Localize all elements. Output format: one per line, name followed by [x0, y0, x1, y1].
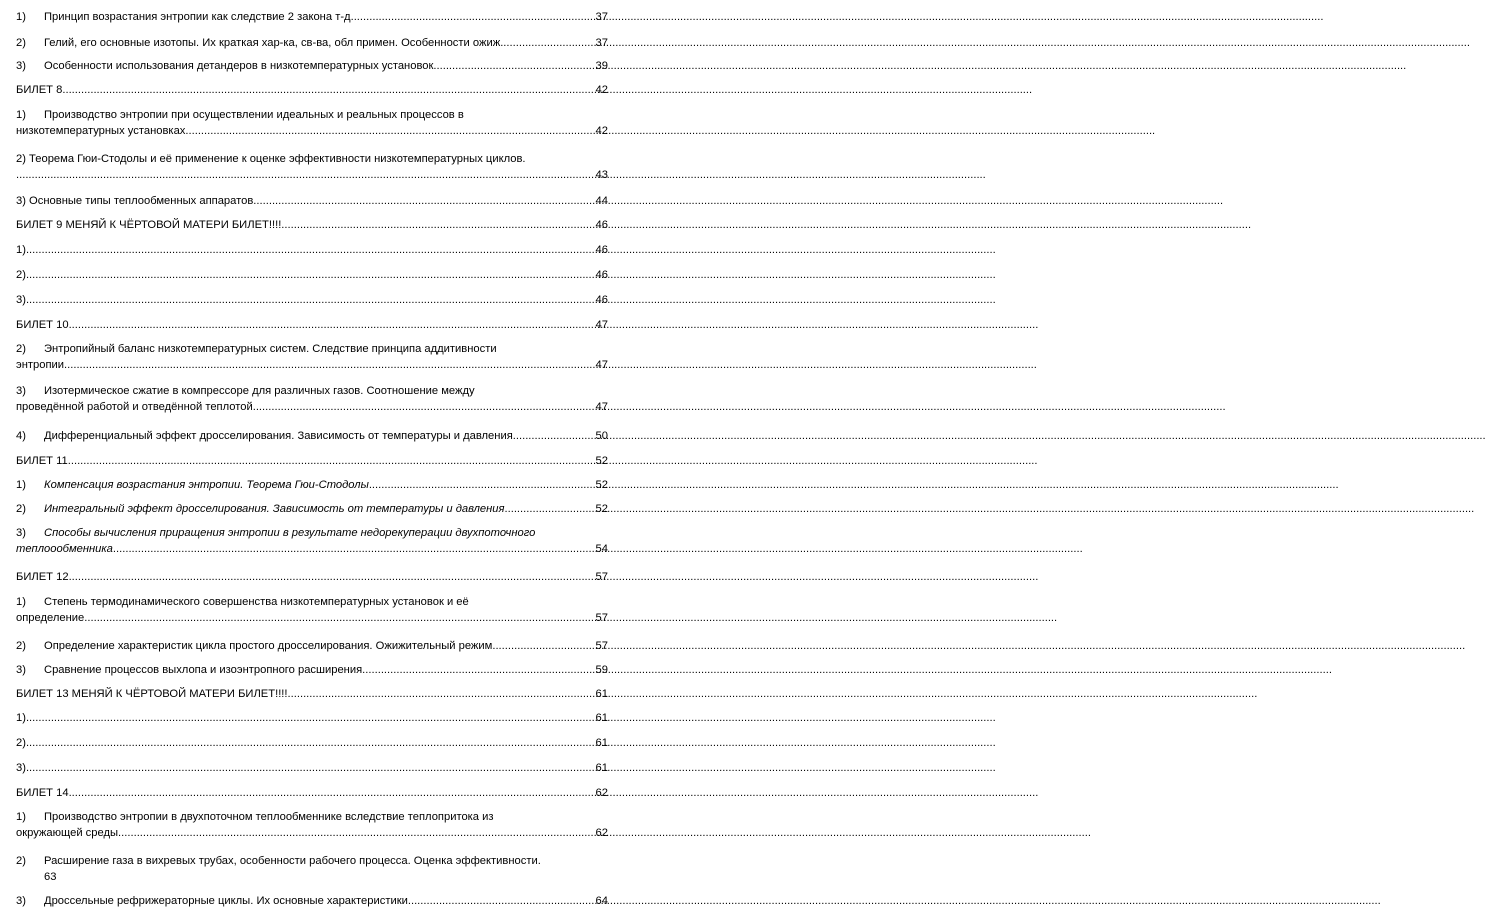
ticket-heading: БИЛЕТ 12	[16, 571, 69, 583]
toc-item-number: 1)	[16, 596, 26, 608]
toc-entry[interactable]	[16, 853, 608, 885]
toc-line	[16, 35, 608, 51]
page-number: 62	[595, 787, 608, 799]
toc-line	[16, 9, 608, 25]
toc-line	[16, 151, 608, 167]
page-number: 59	[595, 664, 608, 676]
toc-entry[interactable]	[16, 267, 608, 283]
toc-item-number: 2)	[16, 640, 26, 652]
toc-item-title: 2)	[16, 737, 26, 749]
dot-leader	[67, 357, 595, 373]
toc-line	[16, 58, 608, 74]
toc-entry[interactable]	[16, 35, 608, 51]
toc-item-title: 3) Основные типы теплообменных аппаратов	[16, 195, 254, 207]
toc-item-title-continued: окружающей среды.	[16, 827, 122, 839]
toc-item-number: 3)	[16, 527, 26, 539]
dot-leader	[288, 686, 596, 702]
toc-line	[16, 242, 608, 258]
page-number: 52	[595, 479, 608, 491]
page-number: 61	[595, 762, 608, 774]
toc-entry[interactable]	[16, 760, 608, 776]
toc-item-title: Расширение газа в вихревых трубах, особенности рабочего процесса. Оценка эффективности.	[44, 855, 541, 867]
toc-item-title: 3)	[16, 762, 26, 774]
toc-item-title: 2) Теорема Гюи-Стодолы и её применение к оценке эффективности низкотемпературных циклов.	[16, 153, 526, 165]
toc-item-title: Энтропийный баланс низкотемпературных систем. Следствие принципа аддитивности	[44, 343, 497, 355]
dot-leader	[26, 760, 596, 776]
page-number: 61	[595, 712, 608, 724]
toc-line	[16, 193, 608, 209]
toc-entry[interactable]	[16, 785, 608, 801]
page-number: 46	[595, 244, 608, 256]
toc-line	[16, 825, 608, 841]
toc-line	[16, 453, 608, 469]
toc-item-title: Производство энтропии в двухпоточном теплообменнике вследствие теплопритока из	[44, 811, 494, 823]
toc-item-title: Гелий, его основные изотопы. Их краткая хар-ка, св-ва, обл примен. Особенности ожиж	[44, 37, 501, 49]
ticket-heading: БИЛЕТ 9 МЕНЯЙ К ЧЁРТОВОЙ МАТЕРИ БИЛЕТ!!!!	[16, 219, 282, 231]
toc-item-title: Степень термодинамического совершенства низкотемпературных установок и её	[44, 596, 469, 608]
table-of-contents	[0, 0, 630, 919]
toc-item-number: 3)	[16, 60, 26, 72]
dot-leader	[62, 82, 595, 98]
toc-entry[interactable]	[16, 662, 608, 678]
dot-leader	[16, 167, 596, 183]
toc-line	[16, 569, 608, 585]
toc-item-title: Принцип возрастания энтропии как следствие 2 закона т-д.	[44, 11, 354, 23]
toc-entry[interactable]	[16, 58, 608, 74]
toc-line	[16, 594, 608, 610]
toc-entry[interactable]	[16, 383, 608, 415]
toc-line	[16, 525, 608, 541]
toc-item-number: 3)	[16, 895, 26, 907]
dot-leader	[121, 825, 595, 841]
toc-entry[interactable]	[16, 809, 608, 841]
page-number: 62	[595, 827, 608, 839]
toc-line	[16, 638, 608, 654]
dot-leader	[516, 428, 596, 444]
dot-leader	[68, 453, 596, 469]
toc-item-number: 2)	[16, 503, 26, 515]
toc-entry[interactable]	[16, 217, 608, 233]
toc-line	[16, 869, 608, 885]
dot-leader	[500, 35, 595, 51]
toc-line	[16, 686, 608, 702]
toc-line	[16, 123, 608, 139]
dot-leader	[185, 123, 595, 139]
page-number: 46	[595, 219, 608, 231]
toc-entry[interactable]	[16, 151, 608, 183]
toc-line	[16, 501, 608, 517]
dot-leader	[437, 58, 596, 74]
ticket-heading: БИЛЕТ 14	[16, 787, 69, 799]
toc-item-number: 3)	[16, 664, 26, 676]
dot-leader	[26, 242, 596, 258]
toc-line	[16, 317, 608, 333]
toc-item-title: Интегральный эффект дросселирования. Зависимость от температуры и давления	[44, 503, 505, 515]
page-number: 37	[595, 11, 608, 23]
toc-entry[interactable]	[16, 428, 608, 444]
page-number: 61	[595, 737, 608, 749]
toc-entry[interactable]	[16, 317, 608, 333]
toc-line	[16, 785, 608, 801]
toc-entry[interactable]	[16, 525, 608, 557]
toc-line	[16, 610, 608, 626]
toc-item-title: 1)	[16, 244, 26, 256]
toc-item-title-continued: теплоообменника	[16, 543, 113, 555]
toc-line	[16, 357, 608, 373]
toc-item-title: Способы вычисления приращения энтропии в результате недорекуперации двухпоточного	[44, 527, 536, 539]
toc-entry[interactable]	[16, 341, 608, 373]
toc-line	[16, 477, 608, 493]
toc-line	[16, 662, 608, 678]
toc-line	[16, 292, 608, 308]
toc-item-title-continued: определение.	[16, 612, 88, 624]
page-number: 42	[595, 125, 608, 137]
toc-entry[interactable]	[16, 569, 608, 585]
toc-line	[16, 217, 608, 233]
toc-item-title: Сравнение процессов выхлопа и изоэнтропного расширения	[44, 664, 363, 676]
toc-item-number: 4)	[16, 430, 26, 442]
toc-item-number: 1)	[16, 109, 26, 121]
dot-leader	[505, 501, 596, 517]
page-number: 47	[595, 319, 608, 331]
toc-item-title: 2)	[16, 269, 26, 281]
dot-leader	[113, 541, 596, 557]
dot-leader	[495, 638, 595, 654]
toc-item-title: 3)	[16, 294, 26, 306]
toc-line	[16, 710, 608, 726]
toc-entry[interactable]	[16, 735, 608, 751]
dot-leader	[253, 193, 595, 209]
toc-line	[16, 107, 608, 123]
toc-entry[interactable]	[16, 242, 608, 258]
toc-item-number: 2)	[16, 343, 26, 355]
dot-leader	[411, 893, 596, 909]
dot-leader	[354, 9, 596, 25]
dot-leader	[26, 735, 596, 751]
toc-entry[interactable]	[16, 638, 608, 654]
toc-item-number: 3)	[16, 385, 26, 397]
toc-entry[interactable]	[16, 477, 608, 493]
toc-line	[16, 893, 608, 909]
toc-entry[interactable]	[16, 292, 608, 308]
toc-item-number: 1)	[16, 811, 26, 823]
toc-item-number: 1)	[16, 479, 26, 491]
toc-item-number: 2)	[16, 855, 26, 867]
dot-leader	[26, 710, 596, 726]
page-number: 44	[595, 195, 608, 207]
toc-line	[16, 428, 608, 444]
page-number: 57	[595, 612, 608, 624]
page-number: 57	[595, 571, 608, 583]
toc-entry[interactable]	[16, 501, 608, 517]
toc-item-title-continued: энтропии.	[16, 359, 68, 371]
toc-item-title: Определение характеристик цикла простого дросселирования. Ожижительный режим.	[44, 640, 496, 652]
toc-entry[interactable]	[16, 453, 608, 469]
page-number: 63	[44, 871, 57, 883]
ticket-heading: БИЛЕТ 10	[16, 319, 69, 331]
page-number: 47	[595, 359, 608, 371]
toc-item-title-continued: низкотемпературных установках	[16, 125, 186, 137]
page-number: 52	[595, 455, 608, 467]
dot-leader	[362, 662, 595, 678]
toc-entry[interactable]	[16, 82, 608, 98]
page-number: 46	[595, 294, 608, 306]
page-number: 50	[595, 430, 608, 442]
dot-leader	[87, 610, 595, 626]
toc-line	[16, 383, 608, 399]
toc-item-title: Компенсация возрастания энтропии. Теорема Гюи-Стодолы	[44, 479, 369, 491]
toc-line	[16, 399, 608, 415]
page-number: 57	[595, 640, 608, 652]
toc-entry[interactable]	[16, 710, 608, 726]
dot-leader	[69, 569, 596, 585]
toc-item-number: 2)	[16, 37, 26, 49]
toc-entry[interactable]	[16, 594, 608, 626]
dot-leader	[369, 477, 596, 493]
toc-entry[interactable]	[16, 193, 608, 209]
toc-entry[interactable]	[16, 9, 608, 25]
toc-item-title: 1)	[16, 712, 26, 724]
dot-leader	[69, 785, 596, 801]
dot-leader	[26, 292, 596, 308]
page-number: 61	[595, 688, 608, 700]
page-number: 52	[595, 503, 608, 515]
page-number: 39	[595, 60, 608, 72]
toc-item-number: 1)	[16, 11, 26, 23]
page-number: 46	[595, 269, 608, 281]
ticket-heading: БИЛЕТ 11	[16, 455, 68, 467]
toc-line	[16, 853, 608, 869]
page-number: 47	[595, 401, 608, 413]
toc-item-title: Производство энтропии при осуществлении идеальных и реальных процессов в	[44, 109, 464, 121]
ticket-heading: БИЛЕТ 8	[16, 84, 63, 96]
dot-leader	[281, 217, 595, 233]
toc-item-title: Дифференциальный эффект дросселирования. Зависимость от температуры и давления.	[44, 430, 516, 442]
toc-item-title: Особенности использования детандеров в низкотемпературных установок.	[44, 60, 437, 72]
page-number: 37	[595, 37, 608, 49]
toc-line	[16, 167, 608, 183]
toc-entry[interactable]	[16, 107, 608, 139]
toc-item-title-continued: проведённой работой и отведённой теплотой.	[16, 401, 256, 413]
toc-entry[interactable]	[16, 686, 608, 702]
toc-line	[16, 267, 608, 283]
toc-item-title: Изотермическое сжатие в компрессоре для различных газов. Соотношение между	[44, 385, 475, 397]
toc-line	[16, 82, 608, 98]
page-number: 42	[595, 84, 608, 96]
toc-line	[16, 341, 608, 357]
page-number: 54	[595, 543, 608, 555]
dot-leader	[26, 267, 596, 283]
toc-line	[16, 735, 608, 751]
toc-entry[interactable]	[16, 893, 608, 909]
page-number: 43	[595, 169, 608, 181]
dot-leader	[69, 317, 596, 333]
page-number: 64	[595, 895, 608, 907]
dot-leader	[256, 399, 596, 415]
toc-item-title: Дроссельные рефрижераторные циклы. Их основные характеристики.	[44, 895, 411, 907]
toc-line	[16, 809, 608, 825]
toc-line	[16, 760, 608, 776]
ticket-heading: БИЛЕТ 13 МЕНЯЙ К ЧЁРТОВОЙ МАТЕРИ БИЛЕТ!!!!	[16, 688, 288, 700]
toc-line	[16, 541, 608, 557]
